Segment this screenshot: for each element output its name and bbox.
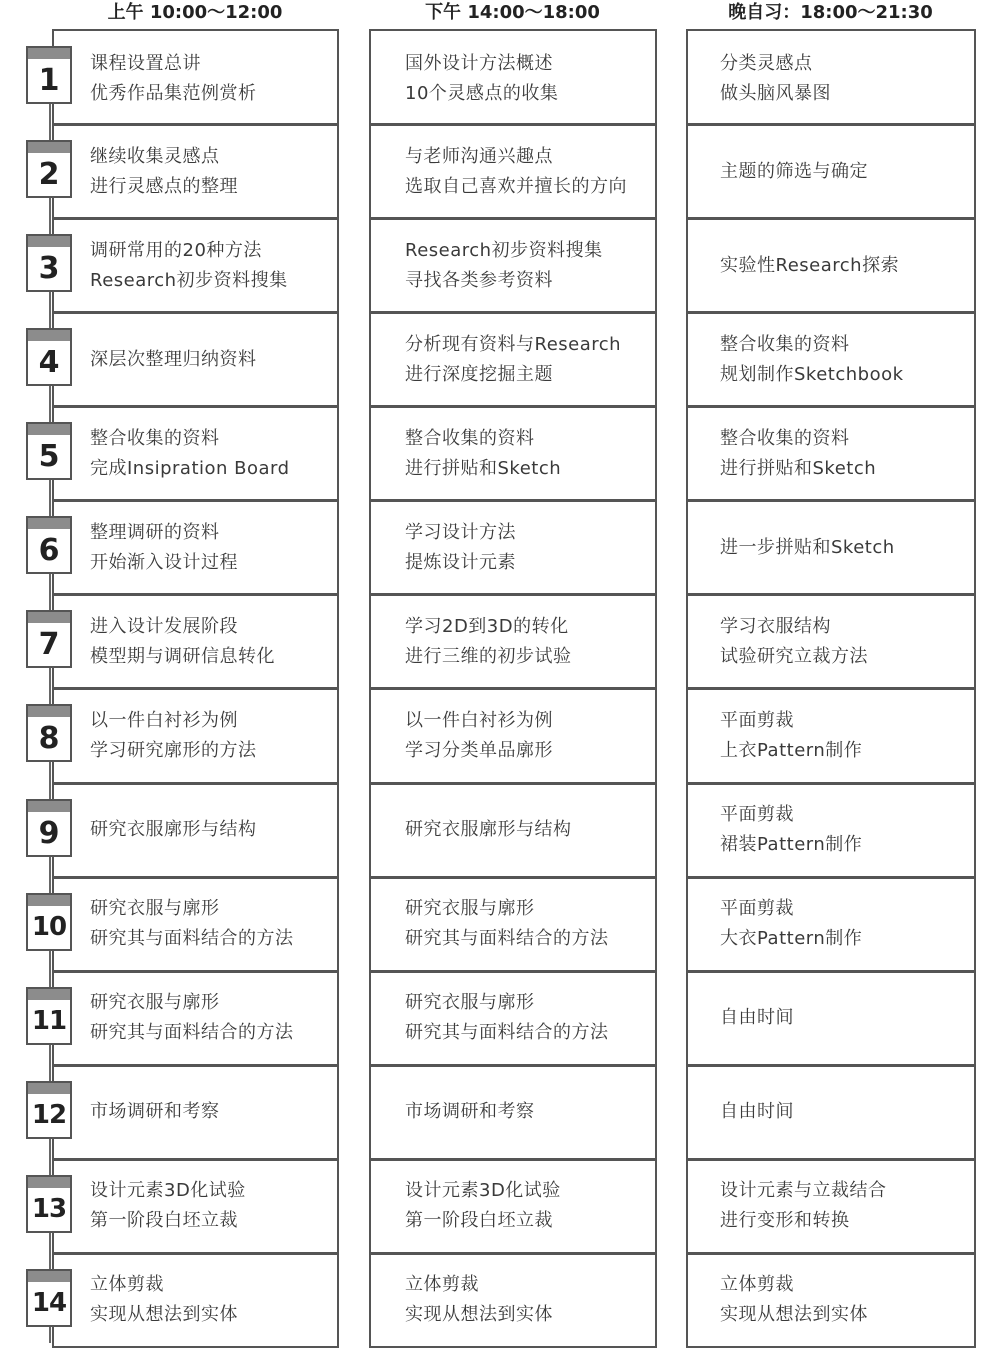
evening-text-line: 规划制作Sketchbook: [720, 363, 904, 385]
morning-cell: [54, 123, 337, 217]
morning-text-line: 学习研究廓形的方法: [90, 740, 257, 762]
morning-text-line: 整理调研的资料: [90, 521, 220, 543]
morning-cell: [54, 782, 337, 876]
evening-cell: [688, 405, 974, 499]
afternoon-text-line: 市场调研和考察: [405, 1101, 535, 1123]
evening-cell: [688, 1158, 974, 1252]
evening-cell: [688, 123, 974, 217]
afternoon-text-line: 设计元素3D化试验: [405, 1180, 561, 1202]
day-number: 6: [38, 533, 60, 569]
evening-text-line: 分类灵感点: [720, 53, 813, 75]
morning-cell: [54, 1252, 337, 1346]
evening-column: [686, 29, 976, 1348]
morning-cell: [54, 970, 337, 1064]
evening-text-line: 进一步拼贴和Sketch: [720, 536, 895, 558]
morning-text-line: 进行灵感点的整理: [90, 175, 238, 197]
header-morning: 上午 10:00～12:00: [107, 2, 283, 23]
day-number-badge: [26, 234, 72, 292]
badge-tab: [28, 236, 70, 247]
header-evening: 晚自习：18:00～21:30: [728, 2, 933, 23]
day-number: 2: [38, 157, 60, 193]
day-number: 8: [38, 721, 60, 757]
evening-cell: [688, 311, 974, 405]
evening-cell: [688, 31, 974, 127]
morning-text-line: 研究衣服与廓形: [90, 898, 220, 920]
evening-text-line: 做头脑风暴图: [720, 83, 831, 105]
afternoon-text-line: 第一阶段白坯立裁: [405, 1210, 553, 1232]
day-number-badge: [26, 987, 72, 1045]
morning-cell: [54, 1158, 337, 1252]
evening-text-line: 自由时间: [720, 1007, 794, 1029]
day-number: 5: [38, 439, 60, 475]
morning-text-line: 以一件白衬衫为例: [90, 710, 238, 732]
day-number: 7: [38, 627, 60, 663]
afternoon-cell: [371, 687, 655, 781]
day-number-badge: [26, 422, 72, 480]
afternoon-text-line: 以一件白衬衫为例: [405, 710, 553, 732]
day-number: 3: [38, 251, 60, 287]
day-number-badge: [26, 46, 72, 104]
evening-text-line: 裙装Pattern制作: [720, 834, 863, 856]
afternoon-cell: [371, 31, 655, 127]
morning-text-line: 开始渐入设计过程: [90, 551, 238, 573]
morning-column: [52, 29, 339, 1348]
badge-tab: [28, 1271, 70, 1282]
afternoon-text-line: 研究衣服与廓形: [405, 992, 535, 1014]
evening-cell: [688, 1252, 974, 1346]
morning-cell: [54, 687, 337, 781]
afternoon-cell: [371, 1064, 655, 1158]
day-number-badge: [26, 328, 72, 386]
afternoon-text-line: 研究其与面料结合的方法: [405, 928, 609, 950]
morning-cell: [54, 217, 337, 311]
day-number: 13: [31, 1194, 67, 1225]
afternoon-text-line: 分析现有资料与Research: [405, 333, 622, 355]
afternoon-cell: [371, 311, 655, 405]
morning-cell: [54, 876, 337, 970]
morning-text-line: 优秀作品集范例赏析: [90, 83, 257, 105]
evening-text-line: 实验性Research探索: [720, 254, 900, 276]
evening-text-line: 平面剪裁: [720, 898, 794, 920]
day-number: 11: [31, 1006, 67, 1037]
day-number: 10: [31, 912, 67, 943]
afternoon-text-line: 学习分类单品廓形: [405, 740, 553, 762]
afternoon-text-line: 整合收集的资料: [405, 427, 535, 449]
evening-text-line: 试验研究立裁方法: [720, 645, 868, 667]
evening-text-line: 平面剪裁: [720, 804, 794, 826]
evening-text-line: 进行变形和转换: [720, 1210, 850, 1232]
morning-text-line: 调研常用的20种方法: [90, 239, 262, 261]
evening-cell: [688, 970, 974, 1064]
morning-text-line: 研究其与面料结合的方法: [90, 928, 294, 950]
morning-cell: [54, 1064, 337, 1158]
afternoon-text-line: 研究衣服廓形与结构: [405, 819, 572, 841]
badge-tab: [28, 895, 70, 906]
evening-cell: [688, 876, 974, 970]
morning-text-line: 第一阶段白坯立裁: [90, 1210, 238, 1232]
afternoon-cell: [371, 499, 655, 593]
badge-tab: [28, 801, 70, 812]
day-number-badge: [26, 1269, 72, 1327]
afternoon-cell: [371, 405, 655, 499]
afternoon-text-line: 学习2D到3D的转化: [405, 615, 569, 637]
morning-cell: [54, 593, 337, 687]
day-number: 9: [38, 815, 60, 851]
morning-text-line: Research初步资料搜集: [90, 269, 288, 291]
badge-tab: [28, 330, 70, 341]
morning-text-line: 市场调研和考察: [90, 1101, 220, 1123]
evening-text-line: 上衣Pattern制作: [720, 740, 863, 762]
evening-text-line: 自由时间: [720, 1101, 794, 1123]
evening-text-line: 主题的筛选与确定: [720, 160, 868, 182]
afternoon-text-line: 研究衣服与廓形: [405, 898, 535, 920]
day-number-badge: [26, 516, 72, 574]
badge-tab: [28, 424, 70, 435]
badge-tab: [28, 1177, 70, 1188]
evening-text-line: 学习衣服结构: [720, 615, 831, 637]
afternoon-text-line: 提炼设计元素: [405, 551, 516, 573]
badge-tab: [28, 706, 70, 717]
morning-text-line: 深层次整理归纳资料: [90, 348, 257, 370]
afternoon-text-line: 寻找各类参考资料: [405, 269, 553, 291]
day-number: 1: [38, 63, 60, 98]
morning-text-line: 完成Insipration Board: [90, 457, 290, 479]
morning-cell: [54, 311, 337, 405]
day-number-badge: [26, 1081, 72, 1139]
morning-cell: [54, 31, 337, 127]
morning-text-line: 进入设计发展阶段: [90, 615, 238, 637]
afternoon-column: [369, 29, 657, 1348]
header-afternoon: 下午 14:00～18:00: [425, 2, 600, 23]
afternoon-cell: [371, 1158, 655, 1252]
afternoon-text-line: 立体剪裁: [405, 1274, 479, 1296]
morning-text-line: 实现从想法到实体: [90, 1304, 238, 1326]
afternoon-cell: [371, 593, 655, 687]
afternoon-cell: [371, 782, 655, 876]
afternoon-cell: [371, 1252, 655, 1346]
day-number: 4: [38, 345, 60, 381]
badge-tab: [28, 48, 70, 59]
evening-cell: [688, 1064, 974, 1158]
morning-text-line: 立体剪裁: [90, 1274, 164, 1296]
day-number-badge: [26, 893, 72, 951]
morning-text-line: 继续收集灵感点: [90, 145, 220, 167]
evening-text-line: 立体剪裁: [720, 1274, 794, 1296]
evening-text-line: 大衣Pattern制作: [720, 928, 863, 950]
morning-text-line: 研究衣服廓形与结构: [90, 819, 257, 841]
afternoon-text-line: 研究其与面料结合的方法: [405, 1022, 609, 1044]
morning-text-line: 研究其与面料结合的方法: [90, 1022, 294, 1044]
evening-cell: [688, 499, 974, 593]
morning-cell: [54, 405, 337, 499]
evening-text-line: 整合收集的资料: [720, 333, 850, 355]
evening-cell: [688, 217, 974, 311]
evening-cell: [688, 593, 974, 687]
badge-tab: [28, 612, 70, 623]
day-number-badge: [26, 1175, 72, 1233]
afternoon-text-line: 国外设计方法概述: [405, 53, 553, 75]
afternoon-cell: [371, 876, 655, 970]
day-number-badge: [26, 610, 72, 668]
evening-cell: [688, 782, 974, 876]
day-number-badge: [26, 704, 72, 762]
evening-text-line: 实现从想法到实体: [720, 1304, 868, 1326]
day-number: 14: [31, 1288, 67, 1319]
evening-text-line: 设计元素与立裁结合: [720, 1180, 887, 1202]
day-number: 12: [31, 1100, 67, 1131]
evening-text-line: 进行拼贴和Sketch: [720, 457, 877, 479]
badge-tab: [28, 518, 70, 529]
afternoon-cell: [371, 217, 655, 311]
badge-tab: [28, 1083, 70, 1094]
afternoon-text-line: 实现从想法到实体: [405, 1304, 553, 1326]
day-number-badge: [26, 140, 72, 198]
morning-cell: [54, 499, 337, 593]
morning-text-line: 研究衣服与廓形: [90, 992, 220, 1014]
badge-tab: [28, 989, 70, 1000]
afternoon-cell: [371, 123, 655, 217]
evening-text-line: 平面剪裁: [720, 710, 794, 732]
afternoon-text-line: 进行拼贴和Sketch: [405, 457, 562, 479]
morning-text-line: 整合收集的资料: [90, 427, 220, 449]
afternoon-text-line: 与老师沟通兴趣点: [405, 145, 553, 167]
evening-cell: [688, 687, 974, 781]
afternoon-text-line: 10个灵感点的收集: [405, 83, 559, 105]
badge-tab: [28, 142, 70, 153]
morning-text-line: 设计元素3D化试验: [90, 1180, 246, 1202]
day-number-badge: [26, 799, 72, 857]
afternoon-text-line: Research初步资料搜集: [405, 239, 603, 261]
afternoon-cell: [371, 970, 655, 1064]
afternoon-text-line: 选取自己喜欢并擅长的方向: [405, 175, 627, 197]
morning-text-line: 模型期与调研信息转化: [90, 645, 275, 667]
morning-text-line: 课程设置总讲: [90, 53, 201, 75]
afternoon-text-line: 进行三维的初步试验: [405, 645, 572, 667]
afternoon-text-line: 学习设计方法: [405, 521, 516, 543]
afternoon-text-line: 进行深度挖掘主题: [405, 363, 553, 385]
evening-text-line: 整合收集的资料: [720, 427, 850, 449]
